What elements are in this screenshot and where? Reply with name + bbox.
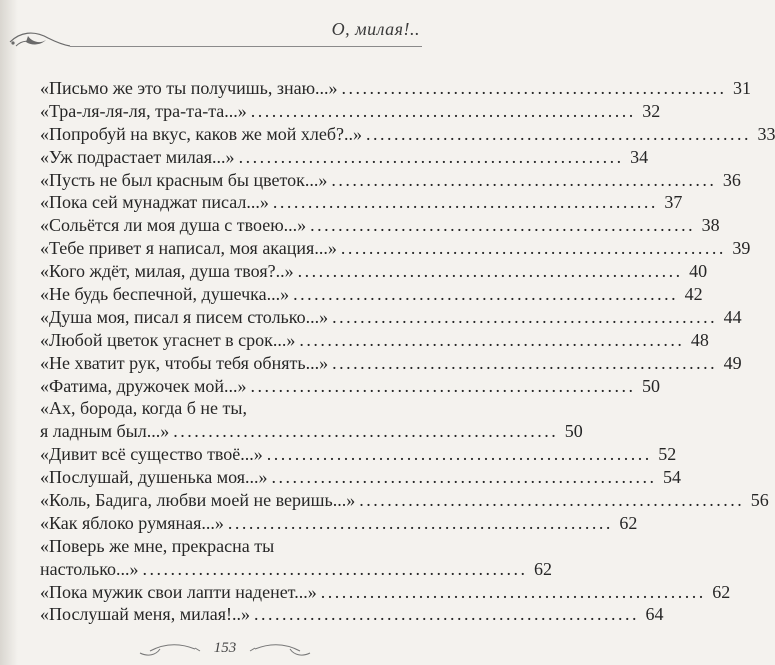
toc-entry-title: я ладным был...» bbox=[40, 421, 170, 442]
page-gutter-shadow bbox=[0, 0, 18, 665]
toc-entry-page: 62 bbox=[619, 512, 638, 533]
toc-entry-title: «Душа моя, писал я писем столько...» bbox=[40, 306, 329, 327]
dot-leader bbox=[173, 420, 555, 443]
dot-leader bbox=[299, 329, 681, 352]
dot-leader bbox=[331, 169, 713, 192]
toc-entry-continued bbox=[40, 397, 422, 420]
toc-entry-title: «Коль, Бадига, любви моей не веришь...» bbox=[40, 490, 356, 511]
dot-leader bbox=[332, 306, 714, 329]
toc-entry bbox=[40, 466, 682, 489]
toc-entry-title: «Как яблоко румяная...» bbox=[40, 512, 224, 533]
dot-leader bbox=[298, 260, 680, 283]
toc-entry bbox=[40, 100, 661, 123]
toc-entry-title: «Поверь же мне, прекрасна ты bbox=[40, 535, 275, 556]
toc-entry-continued bbox=[40, 535, 422, 558]
toc-entry bbox=[40, 306, 742, 329]
toc-entry-page: 36 bbox=[722, 169, 741, 190]
toc-entry-title: «Не хватит рук, чтобы тебя обнять...» bbox=[40, 352, 329, 373]
toc-entry-page: 37 bbox=[664, 192, 683, 213]
toc-entry bbox=[40, 489, 769, 512]
dot-leader bbox=[228, 512, 610, 535]
toc-entry-title: «Пока сей мунаджат писал...» bbox=[40, 192, 269, 213]
toc-entry-page: 52 bbox=[658, 444, 677, 465]
toc-entry-title: «Тра-ля-ля-ля, тра-та-та...» bbox=[40, 100, 247, 121]
toc-entry-title: «Кого ждёт, милая, душа твоя?..» bbox=[40, 261, 294, 282]
toc-entry-title: «Послушай меня, милая!..» bbox=[40, 604, 250, 625]
dot-leader bbox=[272, 466, 654, 489]
toc-entry bbox=[40, 260, 708, 283]
dot-leader bbox=[251, 100, 633, 123]
toc-entry-page: 34 bbox=[630, 146, 649, 167]
page-footer bbox=[0, 635, 450, 665]
toc-entry-page: 44 bbox=[723, 306, 742, 327]
toc-entry-page: 38 bbox=[701, 215, 720, 236]
toc-entry bbox=[40, 283, 703, 306]
toc-entry-title: «Письмо же это ты получишь, знаю...» bbox=[40, 78, 338, 98]
toc-entry-page: 39 bbox=[732, 238, 751, 259]
toc-entry-page: 31 bbox=[733, 78, 752, 98]
toc-entry-page: 56 bbox=[750, 490, 769, 511]
toc-entry-title: «Любой цветок угаснет в срок...» bbox=[40, 329, 296, 350]
toc-entry-page: 50 bbox=[642, 375, 661, 396]
running-head bbox=[0, 0, 450, 60]
toc-entry bbox=[40, 443, 677, 466]
toc-entry bbox=[40, 329, 709, 352]
dot-leader bbox=[321, 581, 703, 604]
dot-leader bbox=[341, 237, 723, 260]
dot-leader bbox=[359, 489, 741, 512]
dot-leader bbox=[251, 375, 633, 398]
flourish-ornament-icon bbox=[8, 28, 70, 52]
toc-entry-page: 40 bbox=[689, 261, 708, 282]
dot-leader bbox=[273, 191, 655, 214]
toc-entry-title: «Пока мужик свои лапти наденет...» bbox=[40, 581, 317, 602]
toc-entry-title: «Уж подрастает милая...» bbox=[40, 146, 235, 167]
toc-entry-page: 62 bbox=[712, 581, 731, 602]
toc-entry bbox=[40, 420, 583, 443]
dot-leader bbox=[366, 123, 748, 146]
toc-entry-title: «Ах, борода, когда б не ты, bbox=[40, 398, 247, 419]
dot-leader bbox=[332, 352, 714, 375]
toc-entry-title: «Сольётся ли моя душа с твоею...» bbox=[40, 215, 307, 236]
toc-entry-title: «Послушай, душенька моя...» bbox=[40, 467, 268, 488]
toc-entry-page: 48 bbox=[690, 329, 709, 350]
toc-entry bbox=[40, 237, 751, 260]
toc-entry bbox=[40, 191, 683, 214]
toc-entry-page: 32 bbox=[642, 100, 661, 121]
toc-entry-title: «Фатима, дружочек мой...» bbox=[40, 375, 247, 396]
dot-leader bbox=[310, 214, 692, 237]
toc-entry-title: «Не будь беспечной, душечка...» bbox=[40, 284, 290, 305]
toc-entry-page: 42 bbox=[684, 284, 703, 305]
toc-entry bbox=[40, 123, 775, 146]
dot-leader bbox=[143, 558, 525, 581]
running-head-title: О, милая!.. bbox=[331, 19, 420, 39]
toc-entry-title: «Дивит всё существо твоё...» bbox=[40, 444, 263, 465]
toc-entry bbox=[40, 558, 553, 581]
toc-entry-page: 64 bbox=[645, 604, 664, 625]
dot-leader bbox=[293, 283, 675, 306]
dot-leader bbox=[342, 77, 724, 100]
toc-entry bbox=[40, 352, 742, 375]
dot-leader bbox=[267, 443, 649, 466]
toc-entry-page: 50 bbox=[564, 421, 583, 442]
running-head-rule bbox=[70, 46, 422, 47]
toc-entry bbox=[40, 169, 741, 192]
toc-entry-page: 62 bbox=[534, 558, 553, 579]
toc-entry bbox=[40, 146, 649, 169]
toc-entry-page: 54 bbox=[663, 467, 682, 488]
page-number: 153 bbox=[213, 640, 237, 656]
toc-entry-page: 33 bbox=[757, 123, 775, 144]
toc-entry bbox=[40, 77, 752, 100]
toc-entry-title: «Тебе привет я написал, моя акация...» bbox=[40, 238, 337, 259]
toc-entry-title: настолько...» bbox=[40, 558, 139, 579]
toc-entry bbox=[40, 512, 638, 535]
dot-leader bbox=[254, 603, 636, 626]
toc-entry-page: 49 bbox=[723, 352, 742, 373]
dot-leader bbox=[239, 146, 621, 169]
table-of-contents bbox=[40, 77, 775, 626]
toc-entry bbox=[40, 603, 664, 626]
toc-entry bbox=[40, 375, 661, 398]
toc-entry-title: «Попробуй на вкус, каков же мой хлеб?..» bbox=[40, 123, 362, 144]
toc-entry bbox=[40, 214, 720, 237]
toc-entry-title: «Пусть не был красным бы цветок...» bbox=[40, 169, 328, 190]
toc-entry bbox=[40, 581, 731, 604]
